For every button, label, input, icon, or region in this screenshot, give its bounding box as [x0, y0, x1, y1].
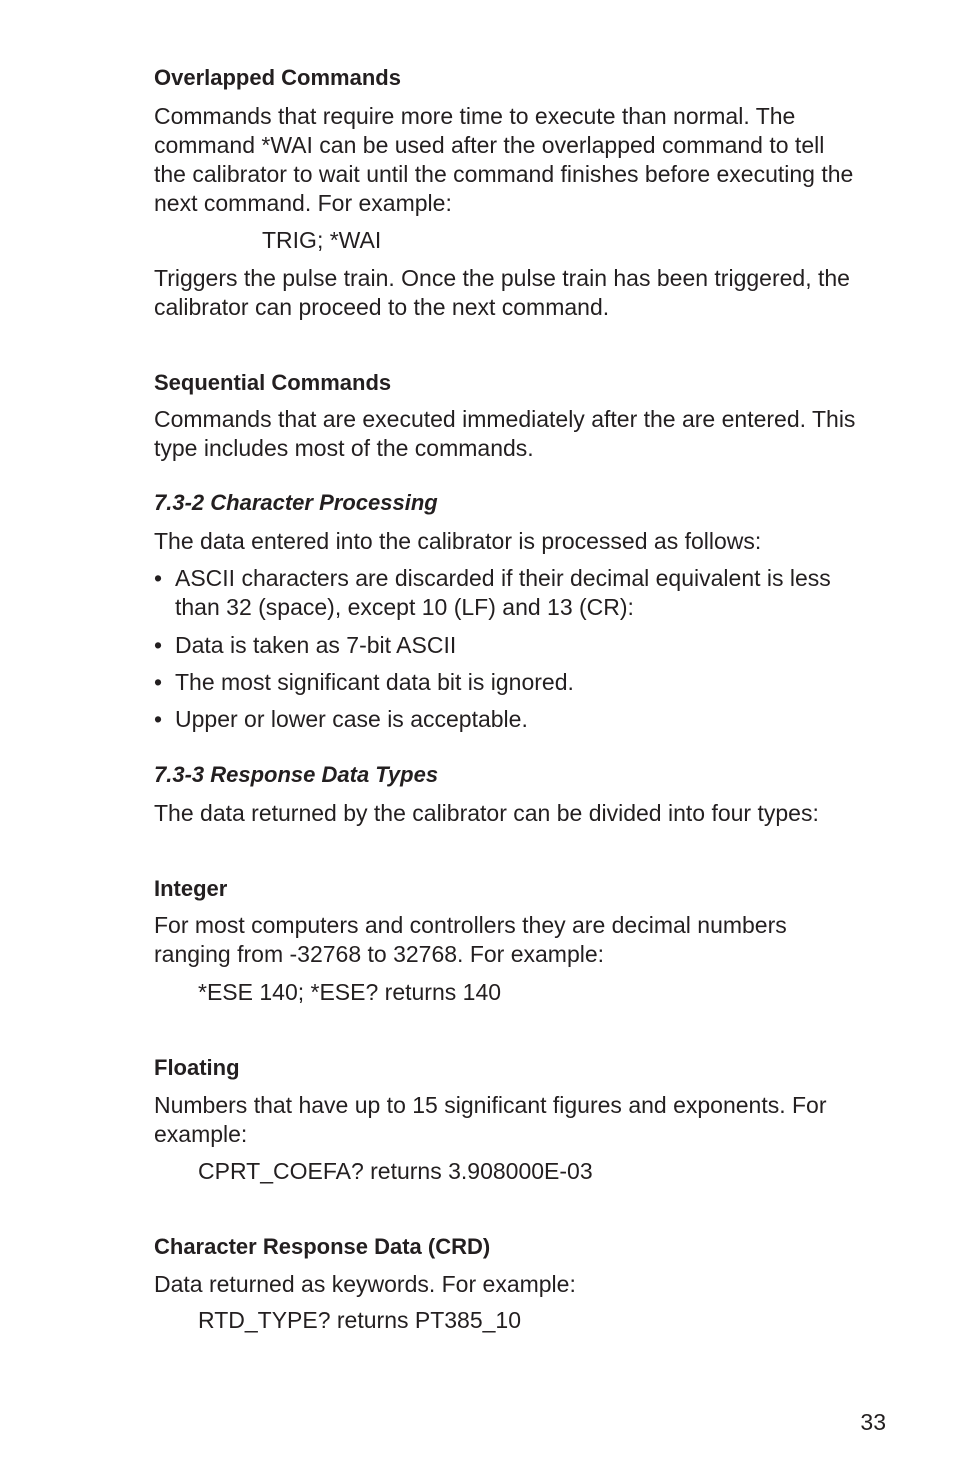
paragraph-overlapped-trigger: Triggers the pulse train. Once the pulse train has been triggered, the calibrator can proceed to the next command. — [154, 265, 850, 320]
list-item: • Data is taken as 7-bit ASCII — [154, 632, 457, 658]
example-integer: *ESE 140; *ESE? returns 140 — [198, 979, 502, 1005]
paragraph-character-processing-intro: The data entered into the calibrator is processed as follows: — [154, 528, 762, 554]
heading-integer: Integer — [154, 876, 228, 901]
paragraph-overlapped-description: Commands that require more time to execute than normal. The command *WAI can be used after the overlapped command to tell the calibrator to wait until the command finishes before executing the next command. For example: — [154, 103, 854, 216]
example-trig-wai: TRIG; *WAI — [262, 227, 382, 253]
heading-character-processing: 7.3-2 Character Processing — [154, 490, 438, 515]
paragraph-response-types-intro: The data returned by the calibrator can be divided into four types: — [154, 800, 819, 826]
list-item: • The most significant data bit is ignored. — [154, 669, 574, 695]
paragraph-crd-description: Data returned as keywords. For example: — [154, 1271, 576, 1297]
page-number: 33 — [860, 1409, 886, 1435]
list-item: • Upper or lower case is acceptable. — [154, 706, 528, 732]
example-crd: RTD_TYPE? returns PT385_10 — [198, 1307, 522, 1333]
bullet-marker: • — [154, 669, 163, 695]
paragraph-floating-description: Numbers that have up to 15 significant figures and exponents. For example: — [154, 1092, 827, 1147]
paragraph-integer-description: For most computers and controllers they are decimal numbers ranging from -32768 to 32768. For example: — [154, 912, 787, 967]
bullet-marker: • — [154, 565, 163, 591]
bullet-marker: • — [154, 706, 163, 732]
heading-sequential-commands: Sequential Commands — [154, 370, 392, 395]
list-item: • ASCII characters are discarded if their decimal equivalent is less than 32 (space), except 10 (LF) and 13 (CR): — [154, 565, 831, 620]
heading-response-data-types: 7.3-3 Response Data Types — [154, 762, 439, 787]
heading-floating: Floating — [154, 1055, 240, 1080]
paragraph-sequential-description: Commands that are executed immediately after the are entered. This type includes most of the commands. — [154, 406, 856, 461]
heading-overlapped-commands: Overlapped Commands — [154, 65, 401, 90]
bullet-marker: • — [154, 632, 163, 658]
heading-character-response-data: Character Response Data (CRD) — [154, 1234, 491, 1259]
example-floating: CPRT_COEFA? returns 3.908000E-03 — [198, 1158, 593, 1184]
